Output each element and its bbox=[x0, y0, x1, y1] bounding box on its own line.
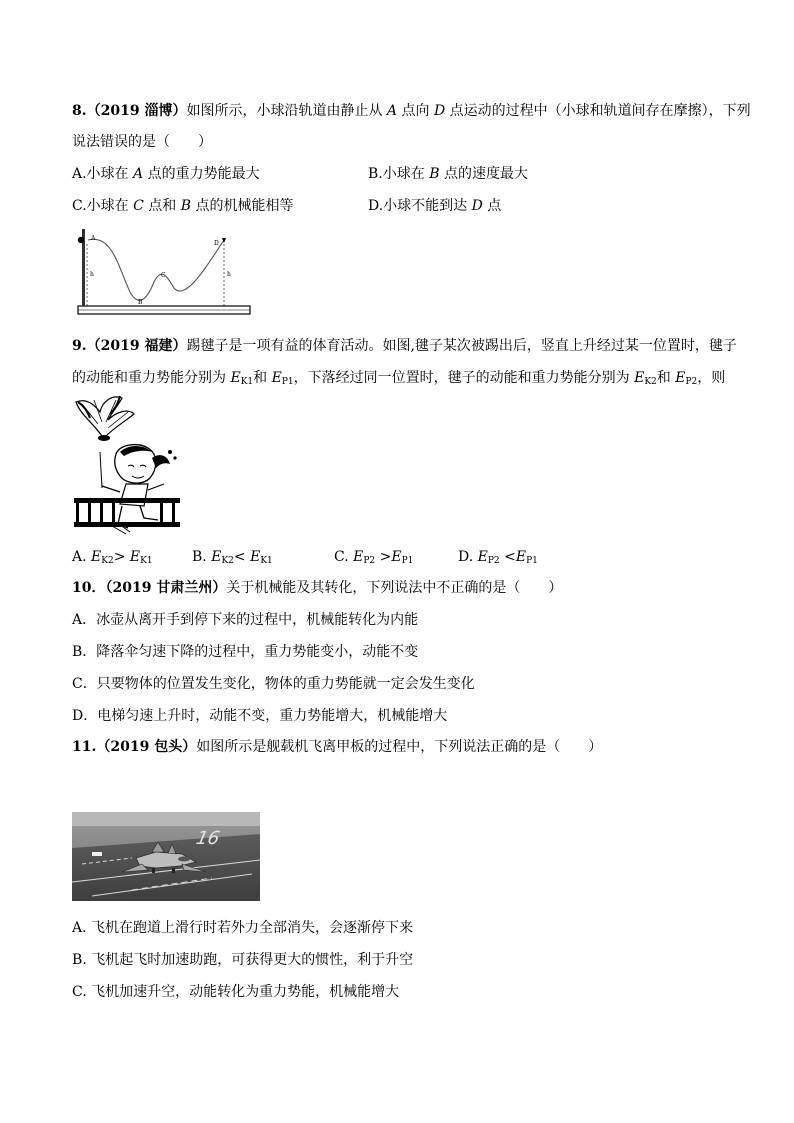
label-b: B bbox=[138, 299, 143, 306]
sky bbox=[72, 812, 260, 826]
q9-option-operator: > bbox=[375, 549, 392, 565]
q11-option-c: C. 飞机加速升空，动能转化为重力势能，机械能增大 bbox=[72, 984, 400, 1000]
track-curve bbox=[88, 239, 224, 300]
q8-stem-line2: 说法错误的是（ ） bbox=[72, 134, 212, 150]
sub-p1: P1 bbox=[281, 377, 294, 387]
q8-track-figure bbox=[72, 226, 254, 318]
e-symbol: E bbox=[230, 370, 241, 386]
q8-option-text: D.小球不能到达 bbox=[368, 198, 472, 214]
q11-carrier-photo bbox=[72, 812, 260, 901]
q10-stem-text: 关于机械能及其转化，下列说法中不正确的是（ ） bbox=[226, 580, 563, 596]
q8-option-a bbox=[72, 164, 260, 184]
q8-stem-text: 如图所示，小球沿轨道由静止从 bbox=[186, 103, 387, 119]
q8-source: （2019 淄博） bbox=[86, 103, 187, 119]
q9-stem-text: ，则 bbox=[697, 370, 726, 386]
q11-option-b: B. 飞机起飞时加速助跑，可获得更大的惯性，利于升空 bbox=[72, 952, 414, 968]
sub-k1: K1 bbox=[140, 556, 153, 566]
e-symbol: E bbox=[129, 549, 141, 565]
e-symbol: E bbox=[391, 549, 402, 565]
e-symbol: E bbox=[634, 370, 645, 386]
q8-option-d bbox=[368, 196, 501, 216]
q9-source: （2019 福建） bbox=[86, 338, 187, 354]
q8-stem-text: 点运动的过程中（小球和轨道间存在摩擦），下列 bbox=[445, 103, 751, 119]
e-symbol: E bbox=[250, 549, 261, 565]
q9-option-operator: > bbox=[113, 549, 130, 565]
q10-option-c: C．只要物体的位置发生变化，物体的重力势能就一定会发生变化 bbox=[72, 676, 475, 692]
q10-option-b: B．降落伞匀速下降的过程中，重力势能变小，动能不变 bbox=[72, 644, 419, 660]
child bbox=[100, 445, 177, 534]
q8-option-text: 点的重力势能最大 bbox=[143, 166, 260, 182]
q8-option-text: C.小球在 bbox=[72, 198, 134, 214]
q9-shuttlecock-figure bbox=[72, 392, 184, 538]
e-symbol: E bbox=[675, 370, 686, 386]
label-h1: h bbox=[90, 271, 94, 278]
q9-stem-line2 bbox=[72, 368, 725, 392]
q10-source: （2019 甘肃兰州） bbox=[105, 580, 227, 596]
q9-stem-text: 踢毽子是一项有益的体育活动。如图,毽子某次被踢出后，竖直上升经过某一位置时，毽子 bbox=[186, 338, 737, 354]
q8-point-d: D bbox=[433, 103, 446, 119]
ball bbox=[78, 237, 84, 243]
q8-point-a: A bbox=[386, 103, 398, 119]
sub-k2: K2 bbox=[644, 377, 657, 387]
sub-p1: P1 bbox=[401, 556, 414, 566]
q9-stem-text: 和 bbox=[253, 370, 268, 386]
q8-option-text: 点的机械能相等 bbox=[191, 198, 294, 214]
sub-k2: K2 bbox=[221, 556, 234, 566]
q8-option-text: B.小球在 bbox=[368, 166, 430, 182]
label-c: C bbox=[161, 272, 166, 279]
sub-k1: K1 bbox=[240, 377, 254, 387]
e-symbol: E bbox=[271, 370, 282, 386]
q9-number: 9. bbox=[72, 338, 87, 354]
deck-number: 16 bbox=[194, 828, 222, 849]
sub-p1: P1 bbox=[526, 556, 538, 566]
q9-option-operator: < bbox=[499, 549, 516, 565]
q9-option-c bbox=[334, 547, 413, 571]
e-symbol: E bbox=[515, 549, 527, 565]
q11-option-a: A. 飞机在跑道上滑行时若外力全部消失，会逐渐停下来 bbox=[72, 920, 414, 936]
q8-option-text: 点的速度最大 bbox=[439, 166, 528, 182]
railing bbox=[74, 498, 180, 527]
deck-equipment bbox=[92, 852, 102, 856]
e-symbol: E bbox=[211, 549, 222, 565]
q10-number: 10． bbox=[72, 580, 106, 596]
q9-option-operator: < bbox=[233, 549, 251, 565]
q10-option-d: D．电梯匀速上升时，动能不变，重力势能增大，机械能增大 bbox=[72, 708, 448, 724]
sub-p2: P2 bbox=[363, 556, 376, 566]
q10-stem bbox=[72, 578, 562, 598]
q8-option-text: A.小球在 bbox=[72, 166, 134, 182]
q8-option-text: 点和 bbox=[143, 198, 181, 214]
q9-option-a bbox=[72, 547, 153, 571]
label-d: D bbox=[214, 240, 219, 247]
sub-p2: P2 bbox=[487, 556, 500, 566]
q11-source: （2019 包头） bbox=[96, 739, 197, 755]
e-symbol: E bbox=[353, 549, 364, 565]
q9-option-label: A. bbox=[72, 549, 92, 565]
shuttlecock bbox=[76, 396, 134, 441]
e-symbol: E bbox=[477, 549, 488, 565]
q8-option-point: D bbox=[471, 198, 483, 214]
q9-stem-text: 的动能和重力势能分别为 bbox=[72, 370, 231, 386]
sub-p2: P2 bbox=[685, 377, 698, 387]
q9-option-label: B. bbox=[192, 549, 212, 565]
q9-stem-line1 bbox=[72, 336, 737, 356]
q9-option-label: C. bbox=[334, 549, 354, 565]
q8-option-c bbox=[72, 196, 294, 216]
q8-option-point: C bbox=[133, 198, 144, 214]
label-h2: h bbox=[227, 271, 231, 278]
q8-option-b bbox=[368, 164, 528, 184]
e-symbol: E bbox=[91, 549, 102, 565]
q10-option-a: A．冰壶从离开手到停下来的过程中，机械能转化为内能 bbox=[72, 612, 419, 628]
q8-stem-line1 bbox=[72, 101, 751, 121]
q8-option-point: B bbox=[429, 166, 440, 182]
q9-option-d bbox=[458, 547, 538, 571]
q11-stem-text: 如图所示是舰载机飞离甲板的过程中，下列说法正确的是（ ） bbox=[196, 739, 603, 755]
sub-k2: K2 bbox=[101, 556, 114, 566]
q8-number: 8. bbox=[72, 103, 87, 119]
label-a: A bbox=[91, 235, 96, 242]
q9-option-label: D. bbox=[458, 549, 478, 565]
q8-option-point: A bbox=[133, 166, 144, 182]
q8-option-text: 点 bbox=[482, 198, 502, 214]
q9-stem-text: ，下落经过同一位置时，毽子的动能和重力势能分别为 bbox=[293, 370, 635, 386]
q9-option-b bbox=[192, 547, 273, 571]
q11-number: 11. bbox=[72, 739, 97, 755]
q8-option-point: B bbox=[180, 198, 192, 214]
q9-stem-text: 和 bbox=[656, 370, 671, 386]
q11-stem bbox=[72, 737, 602, 757]
sub-k1: K1 bbox=[260, 556, 273, 566]
q8-stem-text: 点向 bbox=[397, 103, 434, 119]
